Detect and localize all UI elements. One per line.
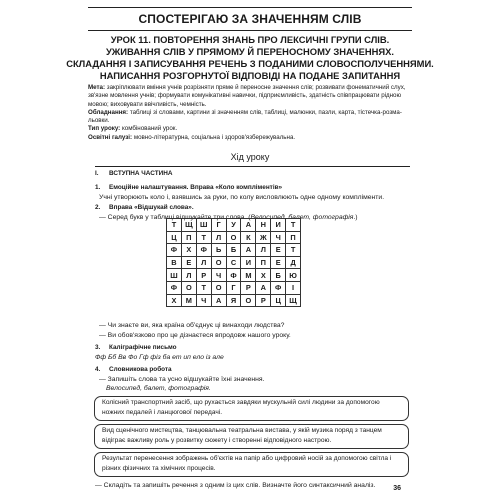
grid-cell: Р (196, 269, 211, 282)
grid-cell: О (181, 281, 196, 294)
stage-title: ВСТУПНА ЧАСТИНА (109, 170, 173, 177)
meta-goal-line: зв'язне мовлення учнів; формувати комунікативні навички, підприємливість, здатність співпрацювати рідною (88, 92, 402, 100)
text-part: .) (353, 214, 358, 221)
grid-cell: О (211, 281, 226, 294)
lesson-meta (88, 84, 418, 142)
grid-cell: Х (167, 294, 182, 307)
definition-box: Результат перенесення зображень об'єктів на папір або цифровий носій за допомогою світла і різних фізичних та хімічних процесів. (94, 452, 409, 477)
grid-cell: Л (196, 256, 211, 269)
grid-cell: Щ (286, 294, 301, 307)
grid-cell: Л (256, 244, 271, 257)
lesson-title-line: УРОК 11. ПОВТОРЕННЯ ЗНАНЬ ПРО ЛЕКСИЧНІ ГРУПИ СЛІВ. (110, 34, 390, 45)
grid-cell: О (211, 256, 226, 269)
grid-cell: Р (241, 281, 256, 294)
item-title: Вправа «Відшукай слова». (109, 204, 194, 211)
grid-cell: Х (256, 269, 271, 282)
grid-cell: И (241, 256, 256, 269)
letter-grid (166, 218, 301, 307)
item-number: 2. (95, 204, 101, 211)
grid-cell: Д (286, 256, 301, 269)
section-title: СПОСТЕРІГАЮ ЗА ЗНАЧЕННЯМ СЛІВ (88, 7, 412, 31)
meta-equipment-label: Обладнання: (88, 108, 129, 116)
grid-cell: Ф (167, 244, 182, 257)
grid-cell: Р (256, 294, 271, 307)
grid-row (167, 219, 301, 232)
grid-cell: Б (271, 269, 286, 282)
text-part: — Серед букв у таблиці відшукайте три слова. ( (99, 214, 251, 221)
grid-cell: Т (286, 219, 301, 232)
grid-cell: П (181, 231, 196, 244)
item-1-text: Учні утворюють коло і, взявшись за руки, по колу висловлюють одне одному компліменти. (99, 194, 385, 201)
item-number: 1. (95, 184, 101, 191)
item-1-heading (95, 184, 282, 191)
item-title: Емоційне налаштування. Вправа «Коло компліментів» (109, 184, 283, 191)
meta-areas-value: мовно-літературна, соціальна і здоров'язбережувальна. (133, 133, 296, 141)
grid-cell: Щ (181, 219, 196, 232)
grid-cell: Е (271, 256, 286, 269)
grid-row (167, 256, 301, 269)
grid-cell: М (181, 294, 196, 307)
grid-cell: П (286, 231, 301, 244)
item-4-heading (95, 366, 172, 373)
grid-cell: Ь (211, 244, 226, 257)
text-words: Велосипед, балет, фотографія (250, 214, 354, 221)
grid-cell: І (286, 281, 301, 294)
grid-cell: А (241, 244, 256, 257)
grid-cell: Ч (271, 231, 286, 244)
grid-cell: Ж (256, 231, 271, 244)
grid-cell: Е (181, 256, 196, 269)
grid-row (167, 244, 301, 257)
definition-box: Колісний транспортний засіб, що рухається завдяки мускульній силі людини за допомогою ножних педалей і ланцюгової передачі. (94, 396, 409, 421)
grid-cell: Е (271, 244, 286, 257)
page-number: 36 (393, 485, 401, 492)
item-number: 4. (95, 366, 101, 373)
question-line: — Ви обов'язково про це дізнаєтеся впродовж нашого уроку. (99, 332, 291, 339)
grid-cell: Н (256, 219, 271, 232)
grid-cell: Ф (226, 269, 241, 282)
meta-areas (88, 134, 418, 142)
definition-box: Вид сценічного мистецтва, танцювальна театральна вистава, у якій музика поряд з танцем відіграє важливу роль у розвитку сюжету і створенні відповідного настрою. (94, 424, 409, 449)
grid-cell: М (241, 269, 256, 282)
grid-cell: А (256, 281, 271, 294)
grid-cell: Б (226, 244, 241, 257)
grid-cell: Ф (271, 281, 286, 294)
grid-row (167, 231, 301, 244)
grid-cell: О (241, 294, 256, 307)
grid-cell: С (226, 256, 241, 269)
calligraphy-letters: Фф Бб Вв Фо Гф фіз ба ет ип ело із але (95, 354, 224, 361)
grid-cell: Ч (196, 294, 211, 307)
meta-goal-label: Мета: (88, 84, 106, 91)
grid-cell: Ф (196, 244, 211, 257)
grid-cell: О (226, 231, 241, 244)
item-4-text: — Запишіть слова та усно відшукайте їхні значення. (99, 376, 265, 383)
grid-cell: Я (226, 294, 241, 307)
grid-cell: Ш (196, 219, 211, 232)
grid-cell: Т (196, 281, 211, 294)
grid-row (167, 294, 301, 307)
meta-type-label: Тип уроку: (88, 125, 121, 133)
lesson-progress-heading: Хід уроку (230, 152, 270, 162)
meta-equipment-text: таблиці зі словами, картини зі значенням слів, таблиці, малюнки, пазли, карта, тістечка-розма- (129, 108, 402, 116)
lesson-title-line: СКЛАДАННЯ І ЗАПИСУВАННЯ РЕЧЕНЬ З ПОДАНИМИ СЛОВОСПОЛУЧЕННЯМИ. (66, 58, 434, 69)
grid-cell: Х (181, 244, 196, 257)
grid-cell: Ш (167, 269, 182, 282)
grid-cell: А (241, 219, 256, 232)
grid-cell: Ц (271, 294, 286, 307)
lesson-title-line: УЖИВАННЯ СЛІВ У ПРЯМОМУ Й ПЕРЕНОСНОМУ ЗНАЧЕННЯХ. (105, 46, 395, 57)
grid-cell: Ю (286, 269, 301, 282)
grid-cell: Т (196, 231, 211, 244)
meta-equipment-line: льовки. (88, 117, 110, 125)
grid-cell: И (271, 219, 286, 232)
final-task: — Складіть та запишіть речення з одним із цих слів. Визначте його синтаксичний аналіз. (95, 482, 376, 489)
meta-equipment (88, 109, 418, 117)
grid-cell: Ф (167, 281, 182, 294)
item-3-heading (95, 344, 177, 351)
stage-number: I. (95, 170, 99, 177)
meta-areas-label: Освітні галузі: (88, 133, 133, 141)
item-title: Словникова робота (109, 366, 172, 373)
grid-cell: В (167, 256, 182, 269)
grid-cell: Л (211, 231, 226, 244)
stage-heading (95, 170, 172, 177)
grid-cell: А (211, 294, 226, 307)
grid-cell: Г (226, 281, 241, 294)
grid-cell: Ц (167, 231, 182, 244)
item-title: Каліграфічне письмо (109, 344, 177, 351)
grid-cell: У (226, 219, 241, 232)
grid-cell: Г (211, 219, 226, 232)
grid-cell: П (256, 256, 271, 269)
grid-cell: Ч (211, 269, 226, 282)
meta-goal-text: закріплювати вміння учнів розрізняти пряме й переносне значення слів; розвивати фонематичний слух, (106, 84, 406, 91)
meta-type (88, 125, 418, 133)
meta-goal (88, 84, 418, 92)
meta-goal-line: мовою; виховувати ввічливість, чемність. (88, 100, 207, 108)
vocabulary-words: Велосипед, балет, фотографія. (106, 385, 211, 392)
meta-type-value: комбінований урок. (121, 125, 178, 133)
item-number: 3. (95, 344, 101, 351)
grid-cell: К (241, 231, 256, 244)
grid-cell: Т (167, 219, 182, 232)
grid-row (167, 269, 301, 282)
question-line: — Чи знаєте ви, яка країна об'єднує ці винаходи людства? (99, 322, 285, 329)
grid-cell: Т (286, 244, 301, 257)
grid-cell: Л (181, 269, 196, 282)
item-2-heading (95, 204, 194, 211)
divider (95, 166, 410, 167)
lesson-title-line: НАПИСАННЯ РОЗГОРНУТОЇ ВІДПОВІДІ НА ПОДАНЕ ЗАПИТАННЯ (99, 70, 401, 81)
grid-row (167, 281, 301, 294)
lesson-title (60, 34, 440, 82)
